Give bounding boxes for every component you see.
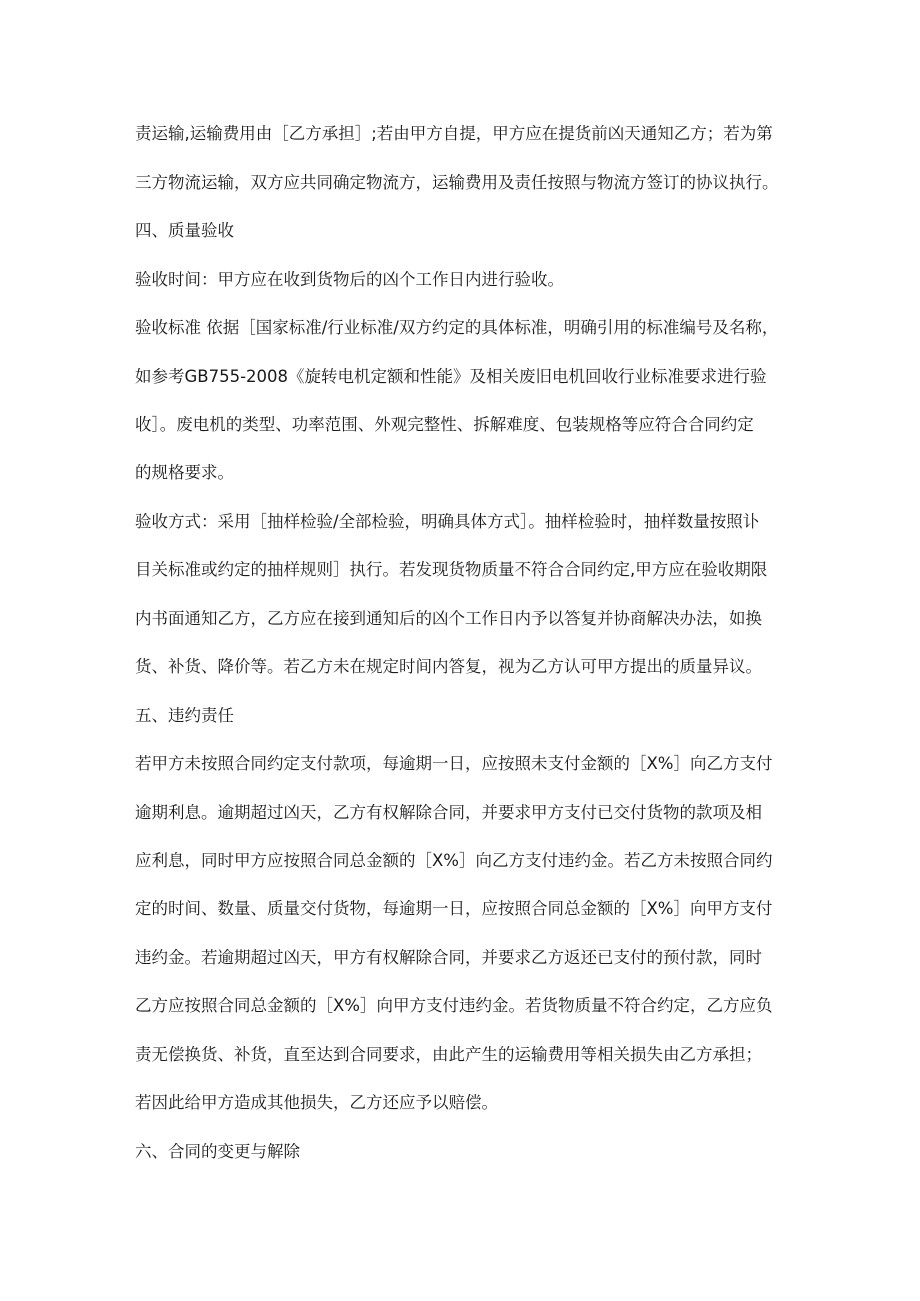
text-line: 验收标准 依据［国家标准/行业标准/双方约定的具体标准，明确引用的标准编号及名称， [135, 318, 779, 337]
text-line: 三方物流运输，双方应共同确定物流方，运输费用及责任按照与物流方签订的协议执行。 [135, 173, 779, 192]
text-line: 违约金。若逾期超过凶天，甲方有权解除合同，并要求乙方返还已支付的预付款，同时 [135, 948, 762, 967]
text-line: 责无偿换货、补货，直至达到合同要求，由此产生的运输费用等相关损失由乙方承担； [135, 1045, 762, 1064]
section-heading: 五、违约责任 [135, 706, 234, 725]
text-line: 收］。废电机的类型、功率范围、外观完整性、拆解难度、包装规格等应符合合同约定 [135, 415, 754, 434]
text-line: 若因此给甲方造成其他损失，乙方还应予以赔偿。 [135, 1093, 498, 1112]
text-line: 验收时间：甲方应在收到货物后的凶个工作日内进行验收。 [135, 270, 564, 289]
text-line: 内书面通知乙方，乙方应在接到通知后的凶个工作日内予以答复并协商解决办法，如换 [135, 609, 762, 628]
section-heading: 四、质量验收 [135, 221, 234, 240]
text-line: 的规格要求。 [135, 463, 234, 482]
text-line: 若甲方未按照合同约定支付款项，每逾期一日，应按照未支付金额的［X%］向乙方支付 [135, 754, 773, 773]
text-line: 责运输,运输费用由［乙方承担］;若由甲方自提，甲方应在提货前凶天通知乙方；若为第 [135, 124, 773, 143]
text-line: 验收方式：采用［抽样检验/全部检验，明确具体方式］。抽样检验时，抽样数量按照讣 [135, 512, 760, 531]
section-heading: 六、合同的变更与解除 [135, 1142, 300, 1161]
text-line: 逾期利息。逾期超过凶天，乙方有权解除合同，并要求甲方支付已交付货物的款项及相 [135, 803, 762, 822]
text-line: 定的时间、数量、质量交付货物，每逾期一日，应按照合同总金额的［X%］向甲方支付 [135, 899, 773, 918]
text-line: 应利息，同时甲方应按照合同总金额的［X%］向乙方支付违约金。若乙方未按照合同约 [135, 851, 773, 870]
text-line: 货、补货、降价等。若乙方未在规定时间内答复，视为乙方认可甲方提出的质量异议。 [135, 657, 762, 676]
text-line: 乙方应按照合同总金额的［X%］向甲方支付违约金。若货物质量不符合约定，乙方应负 [135, 996, 773, 1015]
text-line: 如参考GB755-2008《旋转电机定额和性能》及相关废旧电机回收行业标准要求进行验 [135, 367, 767, 386]
text-line: 目关标准或约定的抽样规则］执行。若发现货物质量不符合合同约定,甲方应在验收期限 [135, 560, 768, 579]
